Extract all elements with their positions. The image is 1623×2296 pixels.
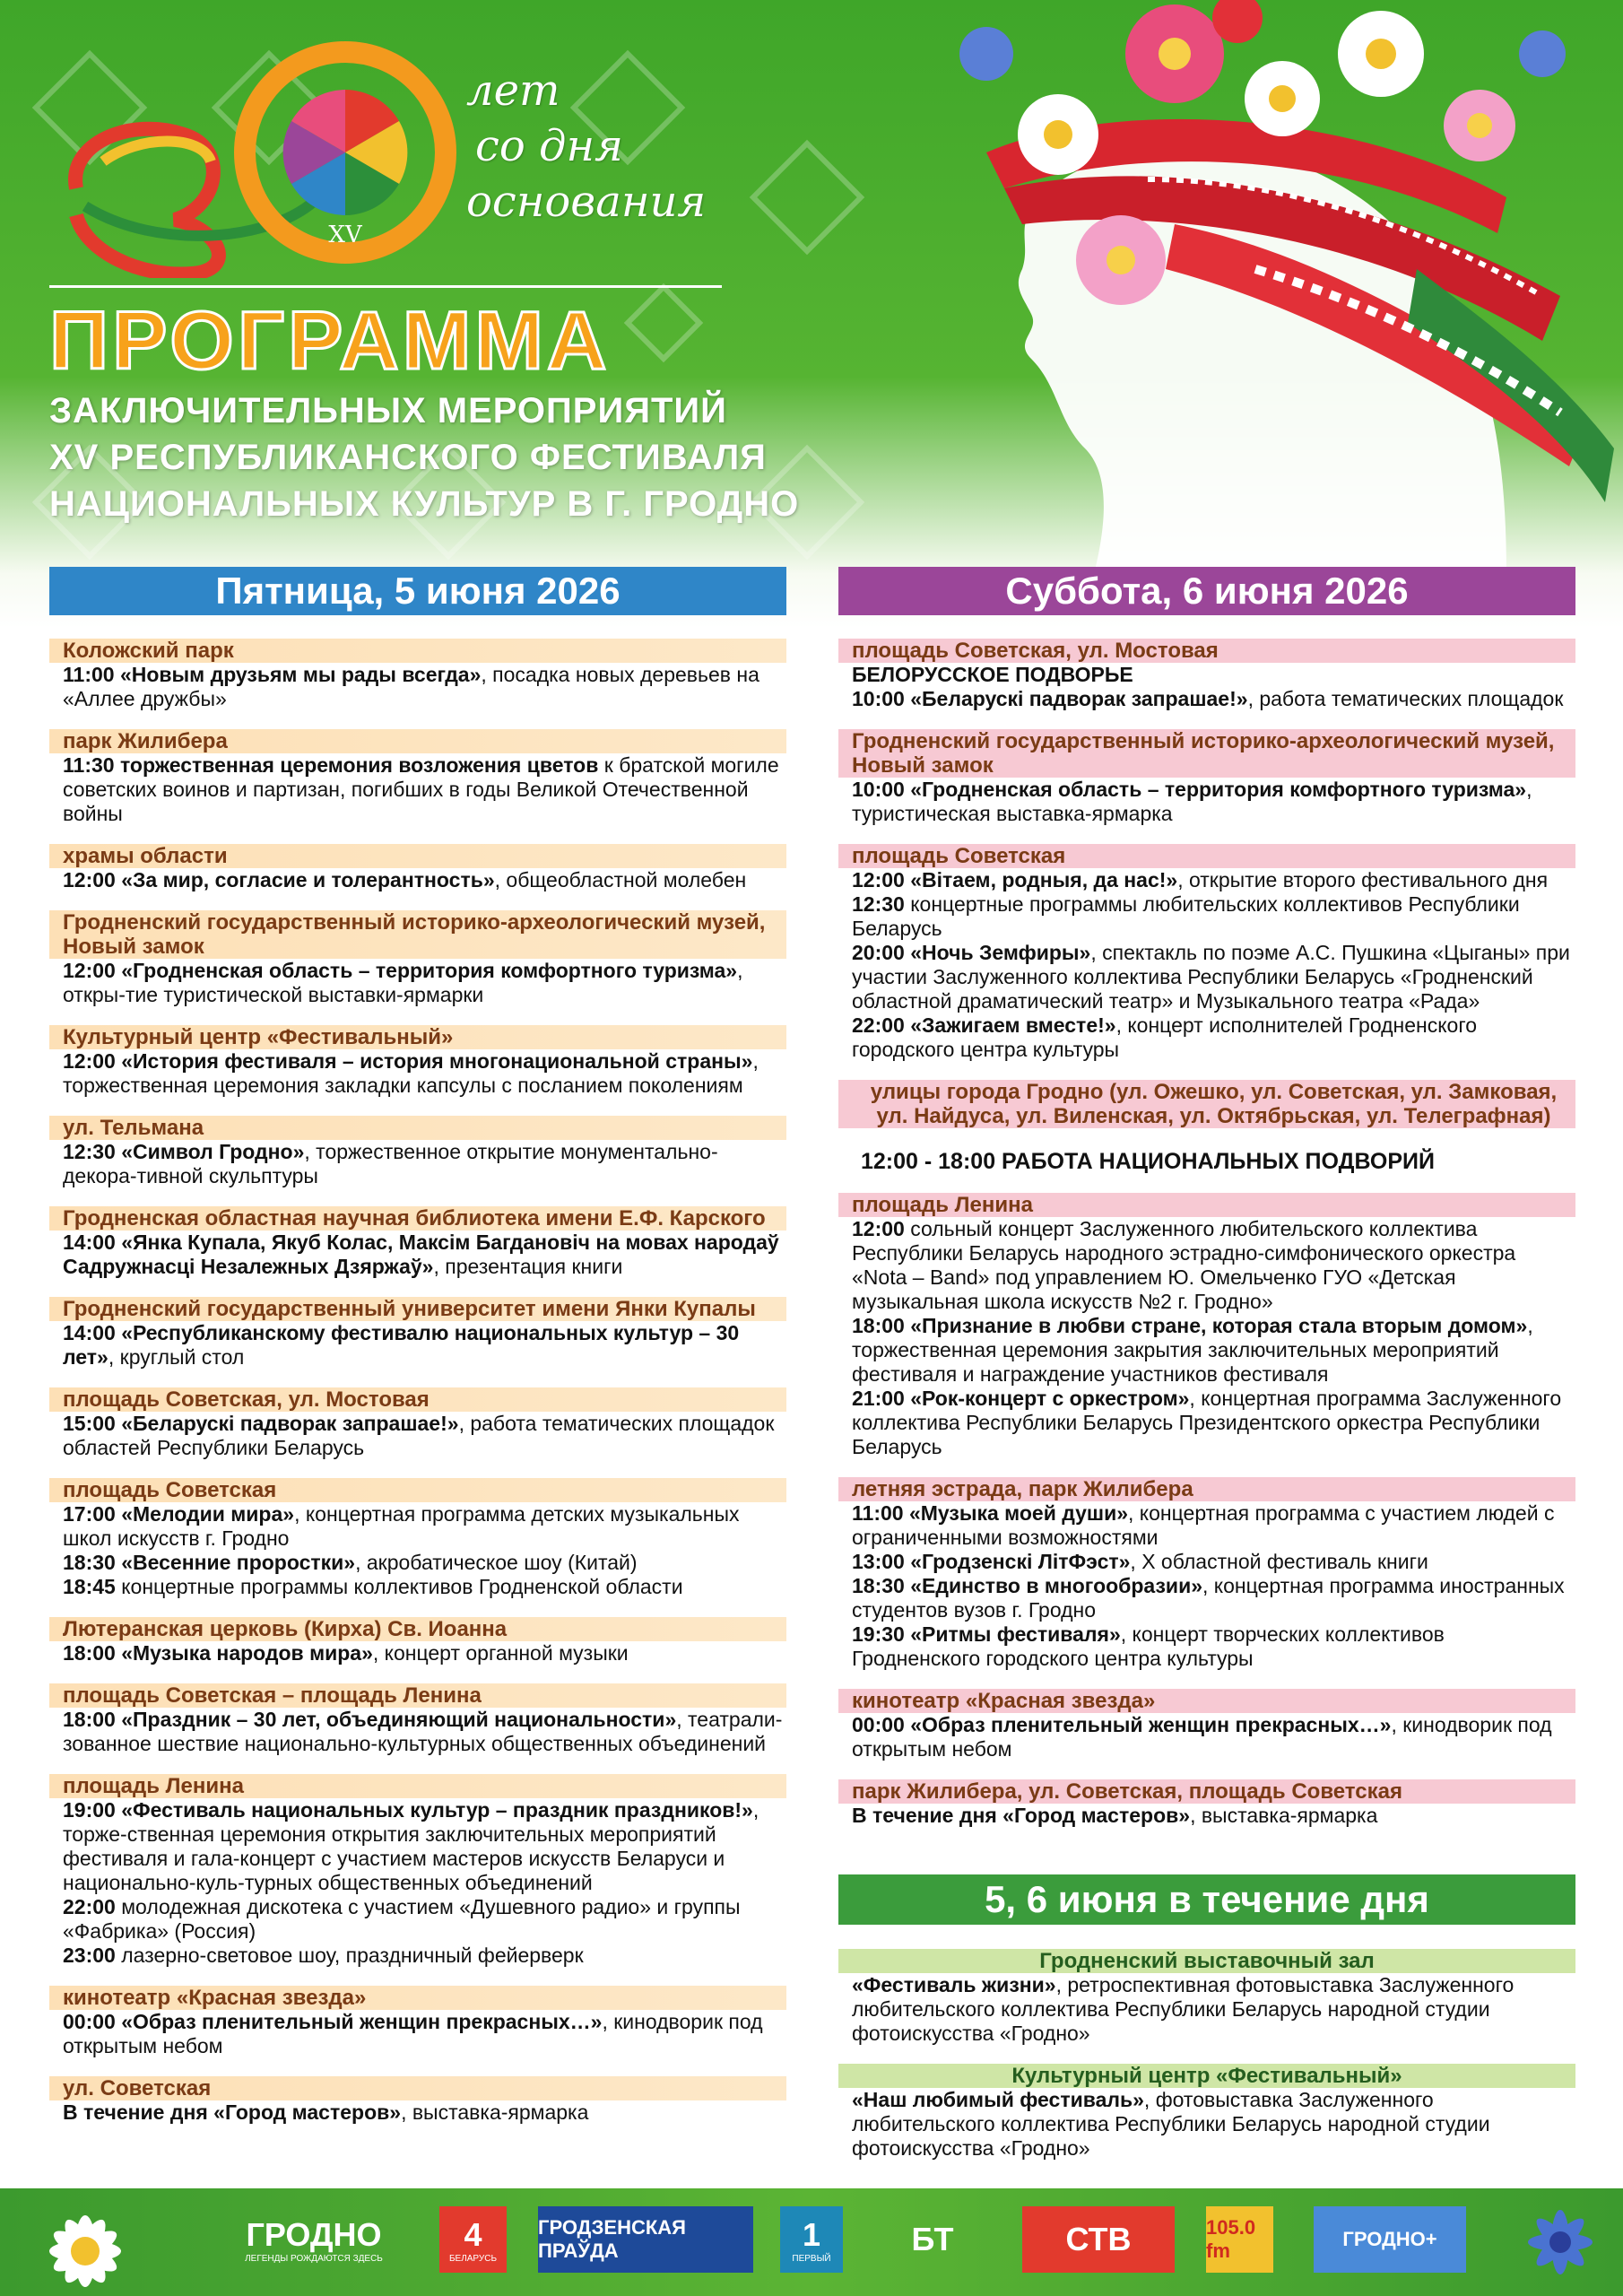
event-title: «История фестиваля – история многонациональной страны»: [121, 1049, 753, 1073]
event-title: «За мир, согласие и толерантность»: [121, 868, 495, 891]
event-time: 19:30: [852, 1622, 905, 1646]
venue-label: площадь Советская, ул. Мостовая: [49, 1387, 786, 1412]
event-description: , торжественная церемония закладки капсулы с посланием поколениям: [63, 1049, 759, 1097]
first-channel-logo-subtext: ПЕРВЫЙ: [792, 2253, 831, 2264]
venue-label: ул. Советская: [49, 2076, 786, 2100]
event-item: [838, 778, 1575, 826]
daisy-icon: [27, 2197, 143, 2296]
wreath-woman-illustration: [879, 0, 1623, 574]
event-title: «Республиканскому фестивалю национальных культур – 30 лет»: [63, 1321, 740, 1369]
event-title: «Беларускі падворак запрашае!»: [910, 687, 1248, 710]
event-time: 18:00: [852, 1314, 905, 1337]
venue-label: храмы области: [49, 844, 786, 868]
first-channel-logo: [780, 2206, 843, 2273]
event-item: [49, 1575, 786, 1599]
event-description: сольный концерт Заслуженного любительского коллектива Республики Беларусь народного эстрадно-симфонического оркестра «Nota – Band» под управлением Ю. Омельченко ГУО «Детская музыкальная школа искусств №2 г. Гродно»: [852, 1217, 1516, 1313]
event-title: «Вітаем, родныя, да нас!»: [910, 868, 1178, 891]
event-description: , акробатическое шоу (Китай): [355, 1551, 638, 1574]
both-days-schedule: [838, 1949, 1575, 2161]
page-subtitle: [49, 387, 799, 527]
years-caption: [466, 63, 735, 230]
event-description: , кинодворик под открытым небом: [852, 1713, 1552, 1761]
event-title: «Зажигаем вместе!»: [910, 1013, 1116, 1037]
event-time: 10:00: [852, 778, 905, 801]
event-item: [49, 2010, 786, 2058]
event-item: [838, 1387, 1575, 1459]
venue-label: парк Жилибера, ул. Советская, площадь Советская: [838, 1779, 1575, 1804]
event-description: , концертная программа с участием людей с ограниченными возможностями: [852, 1501, 1555, 1549]
event-description: , презентация книги: [433, 1255, 623, 1278]
event-item: [838, 892, 1575, 941]
event-time: 14:00: [63, 1231, 116, 1254]
event-title: «Праздник – 30 лет, объединяющий национальности»: [121, 1708, 677, 1731]
event-item: [49, 1944, 786, 1968]
event-description: , посадка новых деревьев на «Аллее дружбы»: [63, 663, 759, 710]
event-title: «Новым друзьям мы рады всегда»: [119, 663, 482, 686]
event-title: «Символ Гродно»: [121, 1140, 305, 1163]
radio-logo-text: 105.0 fm: [1206, 2216, 1256, 2262]
cornflower-icon: [1506, 2193, 1614, 2292]
venue-label: площадь Ленина: [838, 1193, 1575, 1217]
event-time: 18:30: [852, 1574, 905, 1597]
event-item: [49, 753, 786, 826]
event-item: [838, 1550, 1575, 1574]
event-time: 11:30: [63, 753, 115, 777]
event-item: [838, 868, 1575, 892]
venue-label: кинотеатр «Красная звезда»: [838, 1689, 1575, 1713]
event-time: 17:00: [63, 1502, 116, 1526]
event-time: 12:00: [63, 1049, 116, 1073]
event-description: , работа тематических площадок областей Республики Беларусь: [63, 1412, 775, 1459]
venue-subheading-text: БЕЛОРУССКОЕ ПОДВОРЬЕ: [852, 663, 1133, 686]
saturday-header: Суббота, 6 июня 2026: [838, 567, 1575, 615]
event-time: 20:00: [852, 941, 905, 964]
event-description: , концерт творческих коллективов Гродненского городского центра культуры: [852, 1622, 1445, 1670]
event-time: 15:00: [63, 1412, 116, 1435]
anniversary-logo: [49, 36, 471, 278]
event-item: [838, 1501, 1575, 1550]
event-item: [49, 1412, 786, 1460]
event-item: [838, 1217, 1575, 1314]
venue-label: Гродненский государственный историко-археологический музей, Новый замок: [49, 910, 786, 959]
event-time: 11:00: [63, 663, 115, 686]
event-time: 00:00: [63, 2010, 116, 2033]
event-description: , работа тематических площадок: [1247, 687, 1564, 710]
event-description: концертные программы коллективов Гродненской области: [121, 1575, 683, 1598]
venue-label: Гродненская областная научная библиотека имени Е.Ф. Карского: [49, 1206, 786, 1231]
event-time: 21:00: [852, 1387, 905, 1410]
event-time: 19:00: [63, 1798, 116, 1822]
venue-label: площадь Советская: [838, 844, 1575, 868]
logo-roman-numeral: XV: [328, 222, 362, 248]
event-description: , круглый стол: [108, 1345, 245, 1369]
grodno-city-logo-text: ГРОДНО: [246, 2215, 382, 2253]
event-title: «Янка Купала, Якуб Колас, Максім Багдановіч на мовах народаў Садружнасці Незалежных Дзяржаў»: [63, 1231, 779, 1278]
event-item: [838, 1574, 1575, 1622]
event-item: [838, 1013, 1575, 1062]
event-item: [838, 687, 1575, 711]
event-title: «Фестиваль национальных культур – праздник праздников!»: [121, 1798, 753, 1822]
friday-schedule: [49, 639, 786, 2125]
event-description: , откры-тие туристической выставки-ярмарки: [63, 959, 743, 1006]
event-item: [49, 868, 786, 892]
event-time: 18:00: [63, 1641, 116, 1665]
event-description: , спектакль по поэме А.С. Пушкина «Цыганы» при участии Заслуженного коллектива Республики Беларусь «Гродненский областной драматический театр» и Музыкального театра «Рада»: [852, 941, 1570, 1013]
radio-logo: [1206, 2206, 1273, 2273]
exhibition-venue: Гродненский выставочный зал: [838, 1949, 1575, 1973]
event-item: [49, 1321, 786, 1370]
event-title: «Город мастеров»: [213, 2100, 402, 2124]
page-title: ПРОГРАММА: [49, 295, 611, 387]
event-title: «Образ пленительный женщин прекрасных…»: [910, 1713, 1392, 1736]
event-title: «Мелодии мира»: [121, 1502, 295, 1526]
event-time: В течение дня: [852, 1804, 997, 1827]
event-item: [49, 1140, 786, 1188]
event-title: «Единство в многообразии»: [910, 1574, 1203, 1597]
event-time: 12:00: [63, 959, 116, 982]
event-description: , торжественная церемония закрытия заключительных мероприятий фестиваля и награждение участников фестиваля: [852, 1314, 1533, 1386]
event-title: «Музыка народов мира»: [121, 1641, 373, 1665]
venue-label: кинотеатр «Красная звезда»: [49, 1986, 786, 2010]
event-description: к братской могиле советских воинов и партизан, погибших в годы Великой Отечественной войны: [63, 753, 779, 825]
grodno-city-logo-subtext: ЛЕГЕНДЫ РОЖДАЮТСЯ ЗДЕСЬ: [245, 2253, 383, 2264]
venue-label: летняя эстрада, парк Жилибера: [838, 1477, 1575, 1501]
subtitle-line-2: XV РЕСПУБЛИКАНСКОГО ФЕСТИВАЛЯ: [49, 438, 767, 477]
event-title: «Беларускі падворак запрашае!»: [121, 1412, 459, 1435]
belarus-4-logo: [439, 2206, 507, 2273]
venue-label: площадь Советская, ул. Мостовая: [838, 639, 1575, 663]
event-item: [49, 1231, 786, 1279]
sponsor-footer: [0, 2188, 1623, 2296]
venue-label: Культурный центр «Фестивальный»: [49, 1025, 786, 1049]
event-title: «Гродненская область – территория комфортного туризма»: [121, 959, 738, 982]
event-item: [49, 2100, 786, 2125]
event-time: 12:00: [852, 1217, 905, 1240]
event-time: 14:00: [63, 1321, 116, 1344]
belarus-4-logo-text: 4: [464, 2215, 482, 2253]
event-item: [49, 1708, 786, 1756]
event-item: [49, 663, 786, 711]
event-description: , театрали-зованное шествие национально-культурных общественных объединений: [63, 1708, 783, 1755]
grodno-plus-logo-text: ГРОДНО+: [1342, 2228, 1437, 2250]
event-title: «Музыка моей души»: [908, 1501, 1129, 1525]
event-title: «Признание в любви стране, которая стала вторым домом»: [910, 1314, 1528, 1337]
event-description: , X областной фестиваль книги: [1130, 1550, 1428, 1573]
exhibition-description: , ретроспективная фотовыставка Заслуженного любительского коллектива Республики Беларусь народной студии фотоискусства «Гродно»: [852, 1973, 1515, 2045]
years-line-3: основания: [466, 177, 707, 227]
schedule-highlight: 12:00 - 18:00 РАБОТА НАЦИОНАЛЬНЫХ ПОДВОРИЙ: [861, 1149, 1435, 1174]
event-title: «Образ пленительный женщин прекрасных…»: [121, 2010, 603, 2033]
event-item: [838, 941, 1575, 1013]
event-title: «Ритмы фестиваля»: [910, 1622, 1121, 1646]
belarus-4-logo-subtext: БЕЛАРУСЬ: [448, 2253, 498, 2264]
event-description: , концертная программа иностранных студентов вузов г. Гродно: [852, 1574, 1565, 1622]
event-description: , туристическая выставка-ярмарка: [852, 778, 1532, 825]
subtitle-line-1: ЗАКЛЮЧИТЕЛЬНЫХ МЕРОПРИЯТИЙ: [49, 391, 727, 430]
event-description: , торже-ственная церемония открытия заключительных мероприятий фестиваля и гала-концерт с участием мастеров искусств Беларуси и национально-куль-турных общественных объединений: [63, 1798, 759, 1894]
venue-label: улицы города Гродно (ул. Ожешко, ул. Советская, ул. Замковая, ул. Найдуса, ул. Виленская, ул. Октябрьская, ул. Телеграфная): [838, 1080, 1575, 1128]
event-time: 18:00: [63, 1708, 116, 1731]
exhibition-title: «Наш любимый фестиваль»: [852, 2088, 1144, 2111]
event-item: [838, 1804, 1575, 1828]
saturday-schedule: [838, 639, 1575, 1828]
event-time: 00:00: [852, 1713, 905, 1736]
event-description: лазерно-световое шоу, праздничный фейерверк: [121, 1944, 584, 1967]
venue-label: площадь Советская: [49, 1478, 786, 1502]
event-time: 18:30: [63, 1551, 116, 1574]
event-time: 12:00: [852, 868, 905, 891]
event-description: , концерт исполнителей Гродненского городского центра культуры: [852, 1013, 1478, 1061]
event-item: [838, 1622, 1575, 1671]
event-title: «Гродзенскі ЛітФэст»: [910, 1550, 1131, 1573]
header-divider: [49, 285, 722, 288]
event-description: , выставка-ярмарка: [401, 2100, 589, 2124]
event-item: [49, 1641, 786, 1665]
years-line-2: со дня: [475, 121, 623, 171]
event-time: 12:00: [63, 868, 116, 891]
ctv-logo: [1022, 2206, 1175, 2273]
event-title: «Рок-концерт с оркестром»: [910, 1387, 1190, 1410]
venue-label: площадь Ленина: [49, 1774, 786, 1798]
event-item: [49, 1049, 786, 1098]
event-title: «Весенние проростки»: [121, 1551, 356, 1574]
event-item: [49, 1551, 786, 1575]
first-channel-logo-text: 1: [802, 2215, 821, 2253]
exhibition-venue: Культурный центр «Фестивальный»: [838, 2064, 1575, 2088]
venue-subheading: [838, 663, 1575, 687]
grodno-pravda-logo-text: ГРОДЗЕНСКАЯ ПРАЎДА: [538, 2216, 686, 2262]
event-description: концертные программы любительских коллективов Республики Беларусь: [852, 892, 1520, 940]
exhibition-title: «Фестиваль жизни»: [852, 1973, 1056, 1996]
event-description: , концертная программа детских музыкальных школ искусств г. Гродно: [63, 1502, 740, 1550]
event-item: [49, 959, 786, 1007]
venue-label: ул. Тельмана: [49, 1116, 786, 1140]
event-title: торжественная церемония возложения цветов: [119, 753, 599, 777]
event-description: , концертная программа Заслуженного коллектива Республики Беларусь Президентского оркестра Республики Беларусь: [852, 1387, 1562, 1458]
venue-label: парк Жилибера: [49, 729, 786, 753]
venue-label: Гродненский государственный университет имени Янки Купалы: [49, 1297, 786, 1321]
exhibition-item: [838, 2088, 1575, 2161]
event-time: 13:00: [852, 1550, 905, 1573]
event-description: , выставка-ярмарка: [1190, 1804, 1378, 1827]
event-item: [49, 1798, 786, 1895]
grodno-plus-logo: [1314, 2206, 1466, 2273]
event-title: «Гродненская область – территория комфортного туризма»: [910, 778, 1527, 801]
venue-label: Лютеранская церковь (Кирха) Св. Иоанна: [49, 1617, 786, 1641]
event-description: молодежная дискотека с участием «Душевного радио» и группы «Фабрика» (Россия): [63, 1895, 741, 1943]
grodno-pravda-logo: [538, 2206, 753, 2273]
event-title: «Город мастеров»: [1002, 1804, 1191, 1827]
event-title: «Ночь Земфиры»: [910, 941, 1091, 964]
event-item: [838, 1314, 1575, 1387]
grodno-city-logo: [215, 2206, 412, 2273]
event-item: [838, 1713, 1575, 1761]
event-time: 18:45: [63, 1575, 116, 1598]
both-days-header: 5, 6 июня в течение дня: [838, 1874, 1575, 1925]
venue-label: площадь Советская – площадь Ленина: [49, 1683, 786, 1708]
event-time: 11:00: [852, 1501, 904, 1525]
friday-header: Пятница, 5 июня 2026: [49, 567, 786, 615]
subtitle-line-3: НАЦИОНАЛЬНЫХ КУЛЬТУР В Г. ГРОДНО: [49, 484, 800, 524]
exhibition-item: [838, 1973, 1575, 2046]
exhibition-description: , фотовыставка Заслуженного любительского коллектива Республики Беларусь народной студии фотоискусства «Гродно»: [852, 2088, 1490, 2160]
venue-label: Гродненский государственный историко-археологический музей, Новый замок: [838, 729, 1575, 778]
event-description: , открытие второго фестивального дня: [1177, 868, 1549, 891]
bt-logo: [874, 2206, 991, 2273]
event-time: В течение дня: [63, 2100, 208, 2124]
event-time: 23:00: [63, 1944, 116, 1967]
event-time: 22:00: [63, 1895, 116, 1918]
event-time: 12:30: [852, 892, 905, 916]
event-description: , общеобластной молебен: [494, 868, 747, 891]
bt-logo-text: БТ: [911, 2221, 954, 2257]
event-item: [49, 1895, 786, 1944]
event-item: [49, 1502, 786, 1551]
years-line-1: лет: [466, 65, 560, 116]
venue-label: Коложский парк: [49, 639, 786, 663]
event-time: 10:00: [852, 687, 905, 710]
event-description: , торжественное открытие монументально-декора-тивной скульптуры: [63, 1140, 718, 1187]
event-time: 12:30: [63, 1140, 116, 1163]
ctv-logo-text: СТВ: [1065, 2221, 1132, 2257]
event-time: 22:00: [852, 1013, 905, 1037]
event-description: , концерт органной музыки: [372, 1641, 629, 1665]
event-description: , кинодворик под открытым небом: [63, 2010, 763, 2057]
